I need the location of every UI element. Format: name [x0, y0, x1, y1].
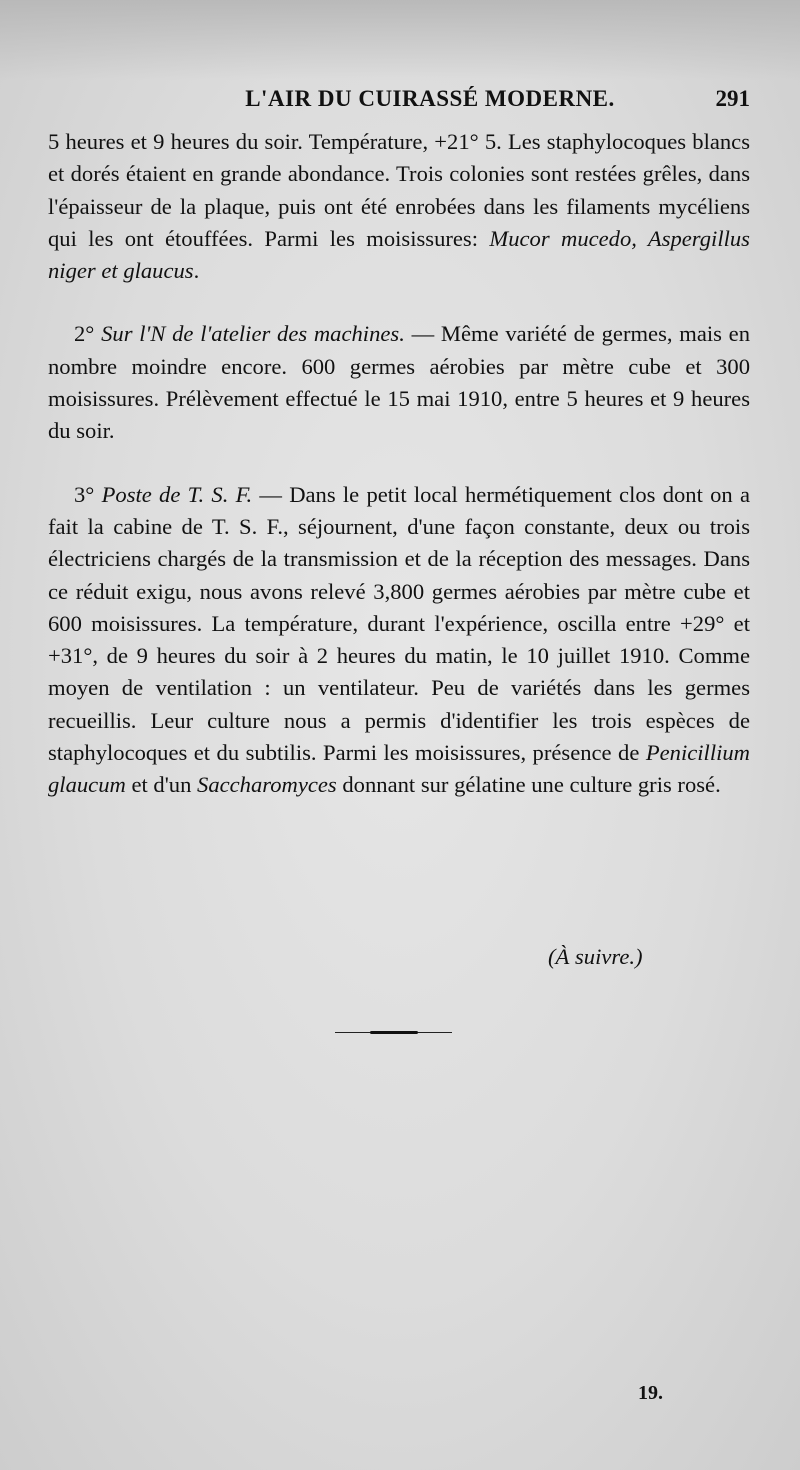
- paragraph-section-3: [48, 479, 750, 802]
- paragraph-text: donnant sur gélatine une culture gris rosé.: [336, 772, 721, 798]
- page-number: 291: [715, 86, 750, 111]
- paragraph-text: — Dans le petit local hermétiquement clos dont on a fait la cabine de T. S. F., séjournent, d'une façon constante, deux ou trois électriciens chargés de la transmission et de la réception des messages. Dans ce réduit exigu, nous avons relevé 3,800 germes aérobies par mètre cube et 600 moisissures. La température, durant l'expérience, oscilla entre +29° et +31°, de 9 heures du soir à 2 heures du matin, le 10 juillet 1910. Comme moyen de ventilation : un ventilateur. Peu de variétés dans les germes recueillis. Leur culture nous a permis d'identifier les trois espèces de staphylocoques et du subtilis. Parmi les moisissures, présence de: [48, 481, 750, 766]
- paragraph-text: et d'un: [125, 772, 198, 798]
- paragraph-text: .: [193, 258, 200, 284]
- end-rule-center: [370, 1031, 418, 1034]
- paragraph-text: 5 heures et 9 heures du soir. Température, +21° 5. Les staphylocoques blancs et dorés étaient en grande abondance. Trois colonies sont restées grêles, dans l'épaisseur de la plaque, puis ont été enrobées dans les filaments mycéliens qui les ont étouffées. Parmi les moisissures:: [48, 129, 750, 251]
- section-number: 2°: [74, 321, 95, 347]
- signature-mark: 19.: [638, 1382, 663, 1404]
- species-name: Mucor mucedo, Aspergillus niger: [48, 225, 750, 284]
- paragraph-continued: [48, 126, 750, 287]
- paragraph-text: — Même variété de germes, mais en nombre moindre encore. 600 germes aérobies par mètre cube et 300 moisissures. Prélèvement effectué le 15 mai 1910, entre 5 heures et 9 heures du soir.: [48, 321, 751, 444]
- section-number: 3°: [74, 481, 95, 507]
- section-title: Sur l'N de l'atelier des machines.: [101, 321, 405, 347]
- paragraph-section-2: [48, 318, 750, 447]
- body-text: [48, 126, 750, 802]
- page-header: [50, 86, 750, 120]
- species-name: Saccharomyces: [197, 772, 337, 798]
- running-head: L'AIR DU CUIRASSÉ MODERNE.: [245, 86, 615, 111]
- section-title: Poste de T. S. F.: [101, 481, 253, 507]
- species-name: Penicillium glaucum: [48, 740, 750, 798]
- species-name: et glaucus: [101, 258, 194, 284]
- scan-edge-shading: [0, 0, 800, 80]
- continuation-note: (À suivre.): [548, 944, 643, 969]
